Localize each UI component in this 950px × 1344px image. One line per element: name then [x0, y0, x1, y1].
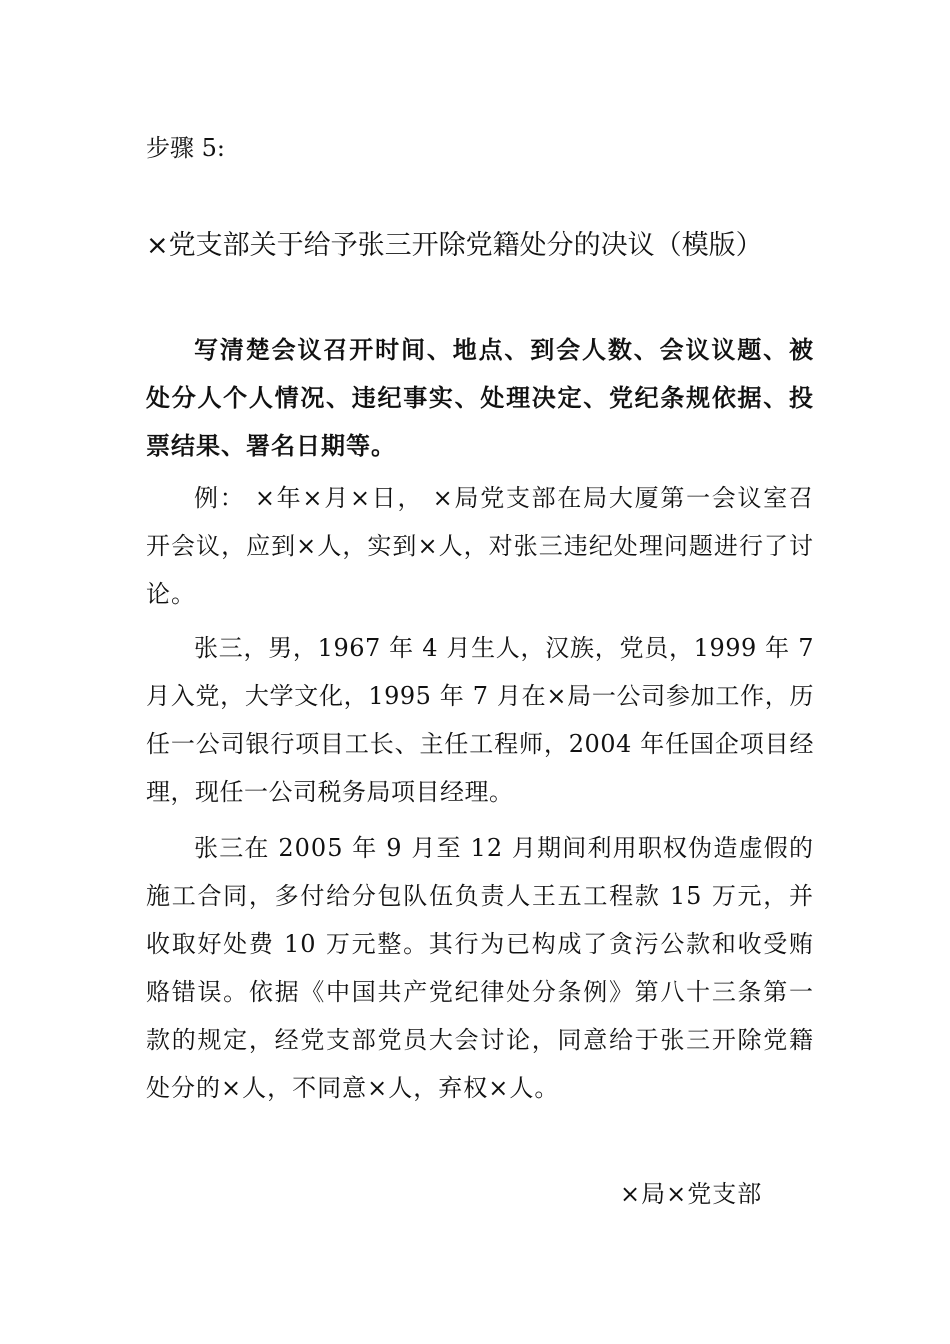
step-label: 步骤 5: — [146, 134, 225, 162]
instruction-paragraph: 写清楚会议召开时间、地点、到会人数、会议议题、被处分人个人情况、违纪事实、处理决定、党纪条规依据、投票结果、署名日期等。 — [146, 335, 814, 460]
signature: ×局×党支部 — [620, 1180, 763, 1208]
person-info-paragraph: 张三，男，1967 年 4 月生人，汉族，党员，1999 年 7 月入党，大学文化，1995 年 7 月在×局一公司参加工作，历任一公司银行项目工长、主任工程师，2004 年任国企项目经理，现任一公司税务局项目经理。 — [146, 634, 814, 806]
violation-paragraph: 张三在 2005 年 9 月至 12 月期间利用职权伪造虚假的施工合同，多付给分包队伍负责人王五工程款 15 万元，并收取好处费 10 万元整。其行为已构成了贪污公款和收受贿赂错误。依据《中国共产党纪律处分条例》第八十三条第一款的规定，经党支部党员大会讨论，同意给于张三开除党籍处分的×人，不同意×人，弃权×人。 — [146, 834, 814, 1102]
meeting-paragraph: 例： ×年×月×日， ×局党支部在局大厦第一会议室召开会议，应到×人，实到×人，对张三违纪处理问题进行了讨论。 — [146, 484, 814, 608]
document-title: ×党支部关于给予张三开除党籍处分的决议（模版） — [146, 230, 763, 261]
